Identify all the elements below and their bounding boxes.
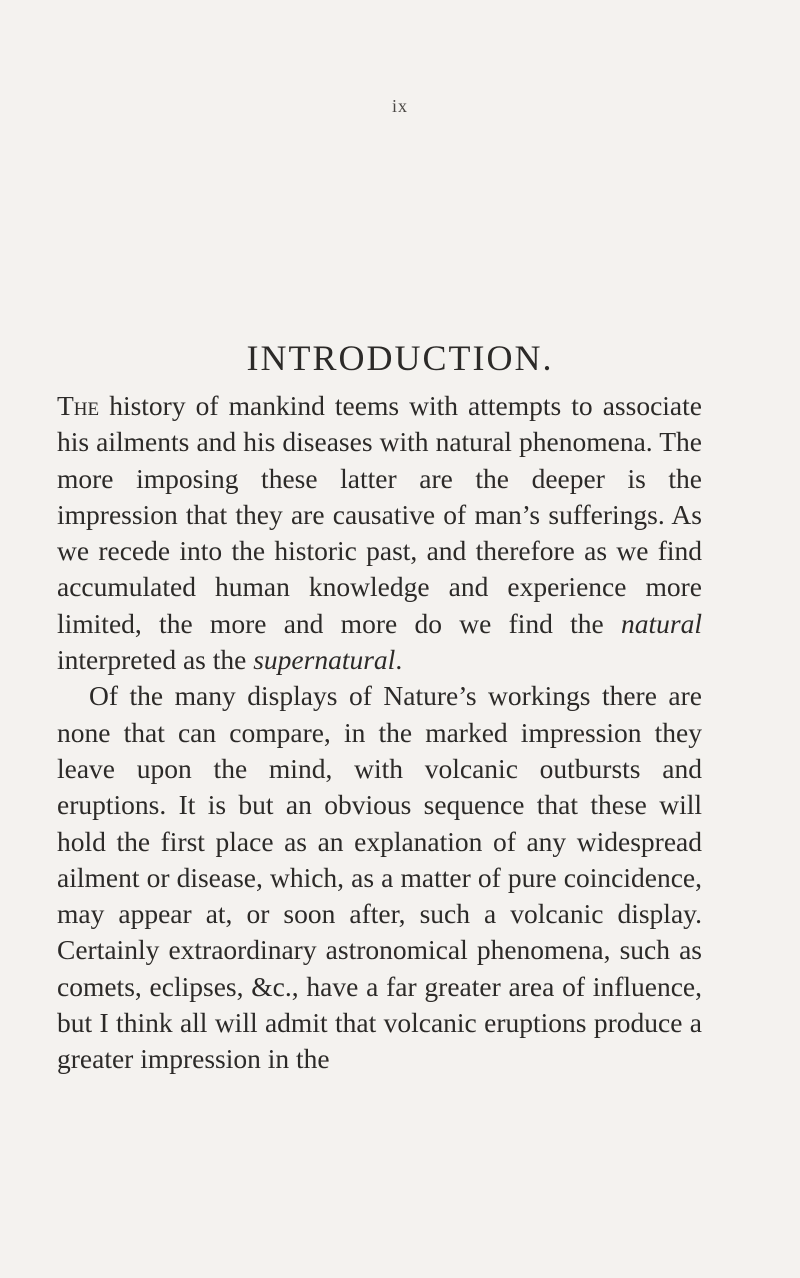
paragraph-2: Of the many displays of Nature’s workings there are none that can compare, in the marked impression they leave upon the mind, with volcanic outbursts and eruptions. It is but an obvious sequence that these will hold the first place as an explanation of any widespread ailment or disease, which, as a matter of pure coincidence, may appear at, or soon after, such a volcanic display. Certainly extraordinary astronomical phenomena, such as comets, eclipses, &c., have a far greater area of influence, but I think all will admit that volcanic eruptions produce a greater impression in the	[57, 680, 702, 1075]
body-text	[57, 388, 702, 1078]
italic-supernatural: supernatural	[253, 644, 396, 676]
lead-word: The	[57, 390, 100, 421]
paragraph-1	[57, 388, 702, 678]
paragraph-1-text-1: history of mankind teems with attempts to associate his ailments and his diseases with natural phenomena. The more imposing these latter are the deeper is the impression that they are causative of man’s sufferings. As we recede into the historic past, and therefore as we find accumulated human knowledge and experience more limited, the more and more do we find the	[57, 390, 702, 639]
paragraph-1-text-2: interpreted as the	[57, 644, 254, 676]
italic-natural: natural	[621, 607, 702, 639]
paragraph-1-text-3: .	[395, 644, 403, 676]
page-number: ix	[391, 96, 408, 116]
chapter-title: INTRODUCTION.	[246, 338, 554, 378]
